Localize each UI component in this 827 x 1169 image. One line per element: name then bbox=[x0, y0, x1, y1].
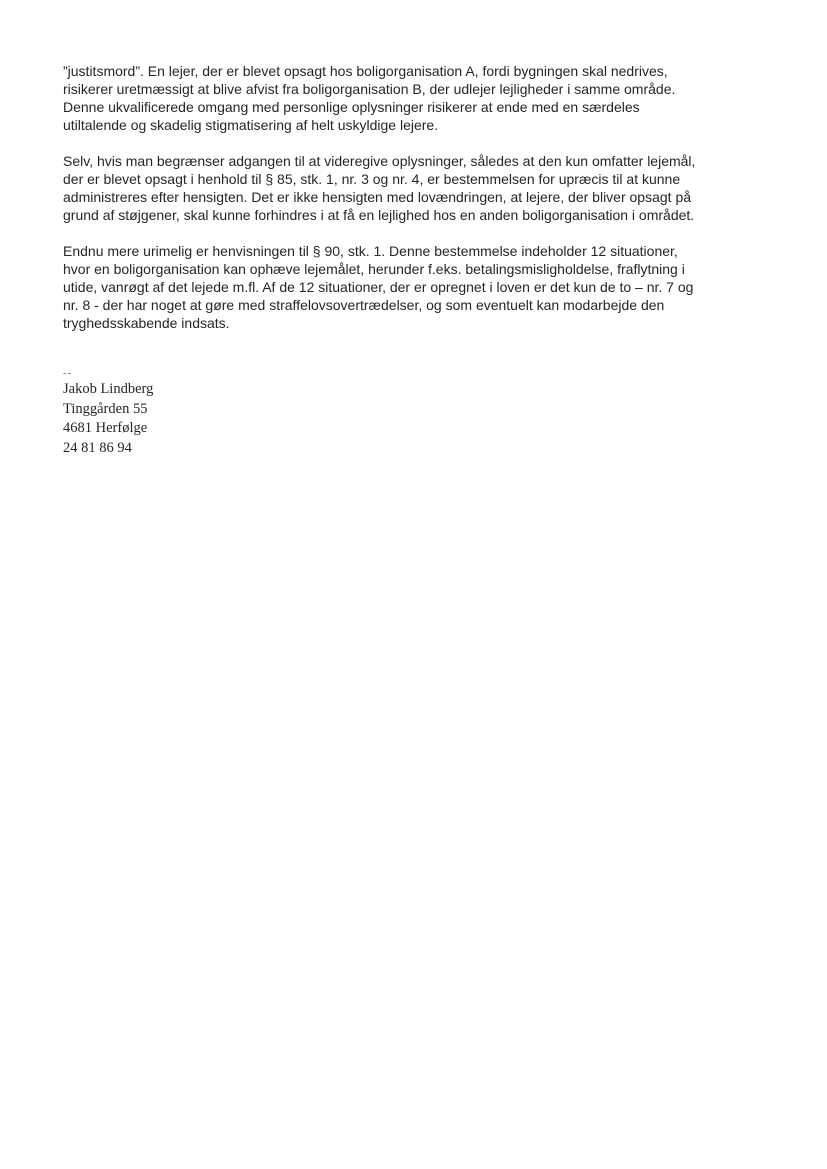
signature-street: Tinggården 55 bbox=[63, 400, 148, 417]
signature-phone: 24 81 86 94 bbox=[63, 439, 132, 456]
signature-city: 4681 Herfølge bbox=[63, 420, 148, 436]
signature-block bbox=[63, 366, 763, 458]
signature-name: Jakob Lindberg bbox=[63, 381, 154, 397]
paragraph-adgang: Selv, hvis man begrænser adgangen til at videregive oplysninger, således at den kun omfatter lejemål, der er blevet opsagt i henhold til § 85, stk. 1, nr. 3 og nr. 4, er bestemmelsen for upræcis til at kunne administreres efter hensigten. Det er ikke hensigten med lovændringen, at lejere, der bliver opsagt på grund af støjgener, skal kunne forhindres i at få en lejlighed hos en anden boligorganisation i området. bbox=[63, 153, 696, 223]
document-page bbox=[63, 62, 763, 458]
paragraph-justitsmord: ”justitsmord”. En lejer, der er blevet opsagt hos boligorganisation A, fordi bygningen skal nedrives, risikerer uretmæssigt at blive afvist fra boligorganisation B, der udlejer lejligheder i samme område. Denne ukvalificerede omgang med personlige oplysninger risikerer at ende med en særdeles utiltalende og skadelig stigmatisering af helt uskyldige lejere. bbox=[63, 63, 676, 133]
paragraph-henvisning: Endnu mere urimelig er henvisningen til § 90, stk. 1. Denne bestemmelse indeholder 12 situationer, hvor en boligorganisation kan ophæve lejemålet, herunder f.eks. betalingsmisligholdelse, fraflytning i utide, vanrøgt af det lejede m.fl. Af de 12 situationer, der er opregnet i loven er det kun de to – nr. 7 og nr. 8 - der har noget at gøre med straffelovsovertrædelser, og som eventuelt kan modarbejde den tryghedsskabende indsats. bbox=[63, 243, 694, 331]
signature-separator: -- bbox=[63, 367, 73, 379]
